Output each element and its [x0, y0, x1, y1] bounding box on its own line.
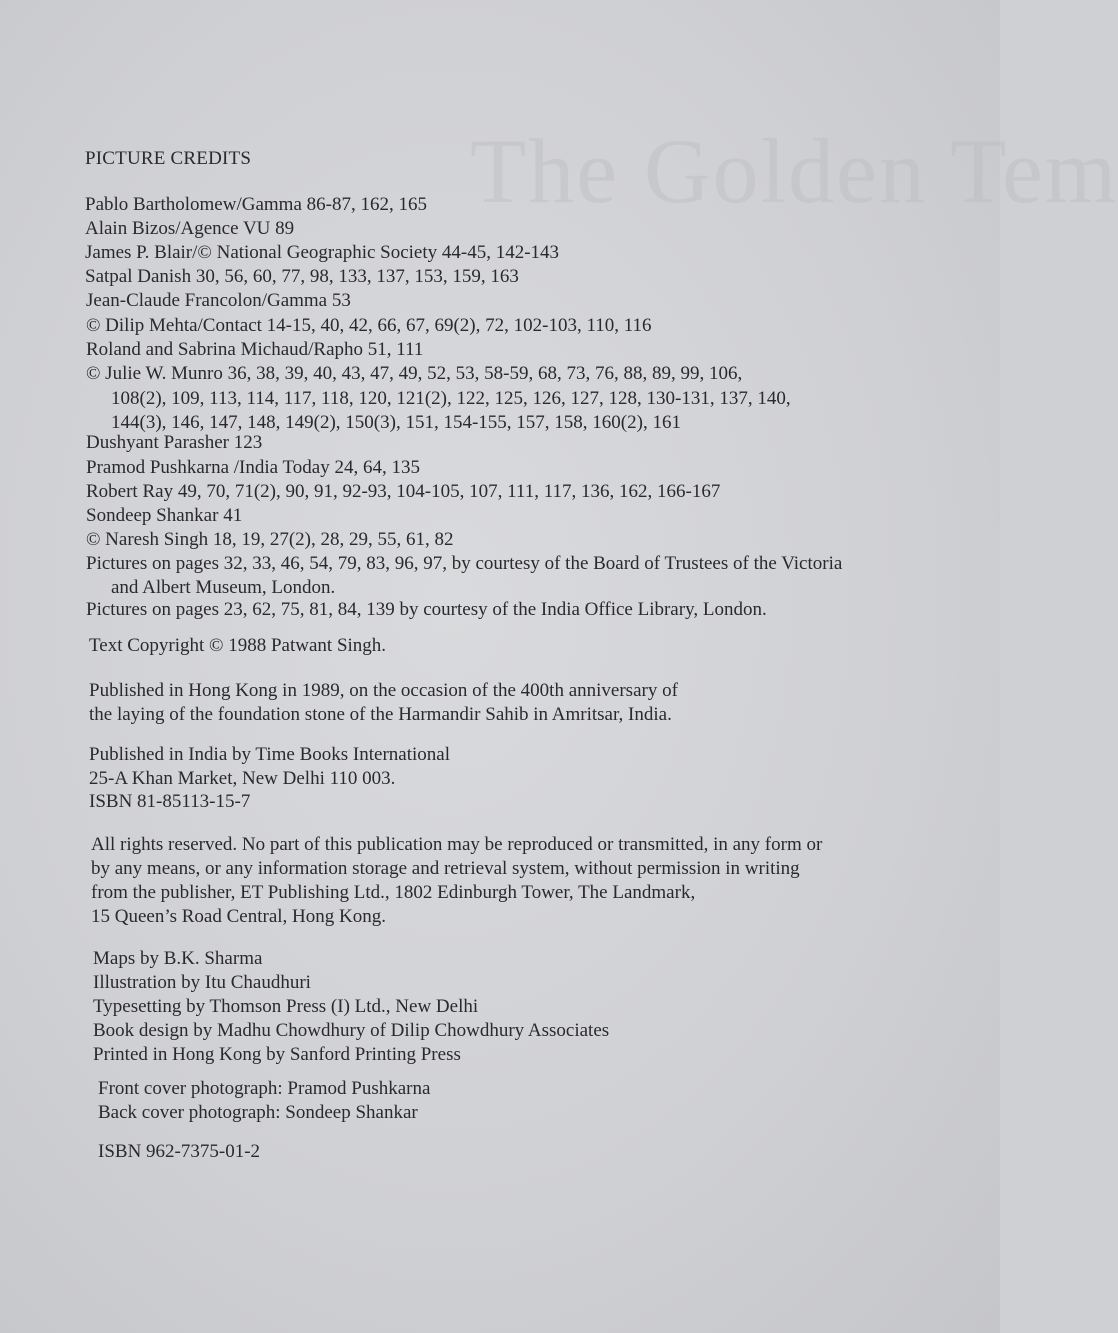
isbn: ISBN 962-7375-01-2	[98, 1141, 261, 1162]
show-through-title: The Golden Tem	[470, 120, 1118, 222]
rights-statement: from the publisher, ET Publishing Ltd., 1802 Edinburgh Tower, The Landmark,	[91, 882, 696, 903]
production-credit: Printed in Hong Kong by Sanford Printing Press	[93, 1044, 461, 1065]
india-publisher: Published in India by Time Books International	[89, 744, 450, 765]
production-credit: Book design by Madhu Chowdhury of Dilip Chowdhury Associates	[93, 1020, 610, 1041]
cover-credit: Front cover photograph: Pramod Pushkarna	[98, 1078, 431, 1099]
credit-line: Alain Bizos/Agence VU 89	[85, 218, 295, 239]
india-isbn: ISBN 81-85113-15-7	[89, 791, 251, 812]
production-credit: Illustration by Itu Chaudhuri	[93, 972, 311, 993]
rights-statement: by any means, or any information storage and retrieval system, without permission in writing	[91, 858, 800, 879]
credit-line: Pramod Pushkarna /India Today 24, 64, 135	[86, 457, 420, 478]
credit-line-continued: and Albert Museum, London.	[111, 577, 336, 598]
credit-line-continued: 144(3), 146, 147, 148, 149(2), 150(3), 151, 154-155, 157, 158, 160(2), 161	[111, 412, 681, 433]
credit-line: © Dilip Mehta/Contact 14-15, 40, 42, 66, 67, 69(2), 72, 102-103, 110, 116	[86, 315, 652, 336]
india-publisher-address: 25-A Khan Market, New Delhi 110 003.	[89, 768, 396, 789]
publication-note: Published in Hong Kong in 1989, on the occasion of the 400th anniversary of	[89, 680, 678, 701]
picture-credits-heading: PICTURE CREDITS	[85, 148, 252, 169]
rights-statement: 15 Queen’s Road Central, Hong Kong.	[91, 906, 386, 927]
credit-line-continued: 108(2), 109, 113, 114, 117, 118, 120, 121(2), 122, 125, 126, 127, 128, 130-131, 137, 140,	[111, 388, 791, 409]
copyright-notice: Text Copyright © 1988 Patwant Singh.	[89, 635, 387, 656]
credit-line: Pablo Bartholomew/Gamma 86-87, 162, 165	[85, 194, 427, 215]
production-credit: Maps by B.K. Sharma	[93, 948, 263, 969]
credit-line: Dushyant Parasher 123	[86, 432, 263, 453]
credit-line: Jean-Claude Francolon/Gamma 53	[86, 290, 351, 311]
credit-line: Satpal Danish 30, 56, 60, 77, 98, 133, 137, 153, 159, 163	[85, 266, 519, 287]
cover-credit: Back cover photograph: Sondeep Shankar	[98, 1102, 418, 1123]
credit-line: Pictures on pages 32, 33, 46, 54, 79, 83, 96, 97, by courtesy of the Board of Trustees of the Victoria	[86, 553, 843, 574]
credit-line: Sondeep Shankar 41	[86, 505, 243, 526]
credit-line: © Naresh Singh 18, 19, 27(2), 28, 29, 55, 61, 82	[86, 529, 454, 550]
credit-line: James P. Blair/© National Geographic Society 44-45, 142-143	[85, 242, 560, 263]
credit-line: © Julie W. Munro 36, 38, 39, 40, 43, 47, 49, 52, 53, 58-59, 68, 73, 76, 88, 89, 99, 106,	[86, 363, 743, 384]
credit-line: Robert Ray 49, 70, 71(2), 90, 91, 92-93, 104-105, 107, 111, 117, 136, 162, 166-167	[86, 481, 721, 502]
credit-line: Pictures on pages 23, 62, 75, 81, 84, 139 by courtesy of the India Office Library, London.	[86, 599, 767, 620]
production-credit: Typesetting by Thomson Press (I) Ltd., New Delhi	[93, 996, 479, 1017]
publication-note: the laying of the foundation stone of the Harmandir Sahib in Amritsar, India.	[89, 704, 672, 725]
rights-statement: All rights reserved. No part of this publication may be reproduced or transmitted, in any form or	[91, 834, 823, 855]
credit-line: Roland and Sabrina Michaud/Rapho 51, 111	[86, 339, 424, 360]
